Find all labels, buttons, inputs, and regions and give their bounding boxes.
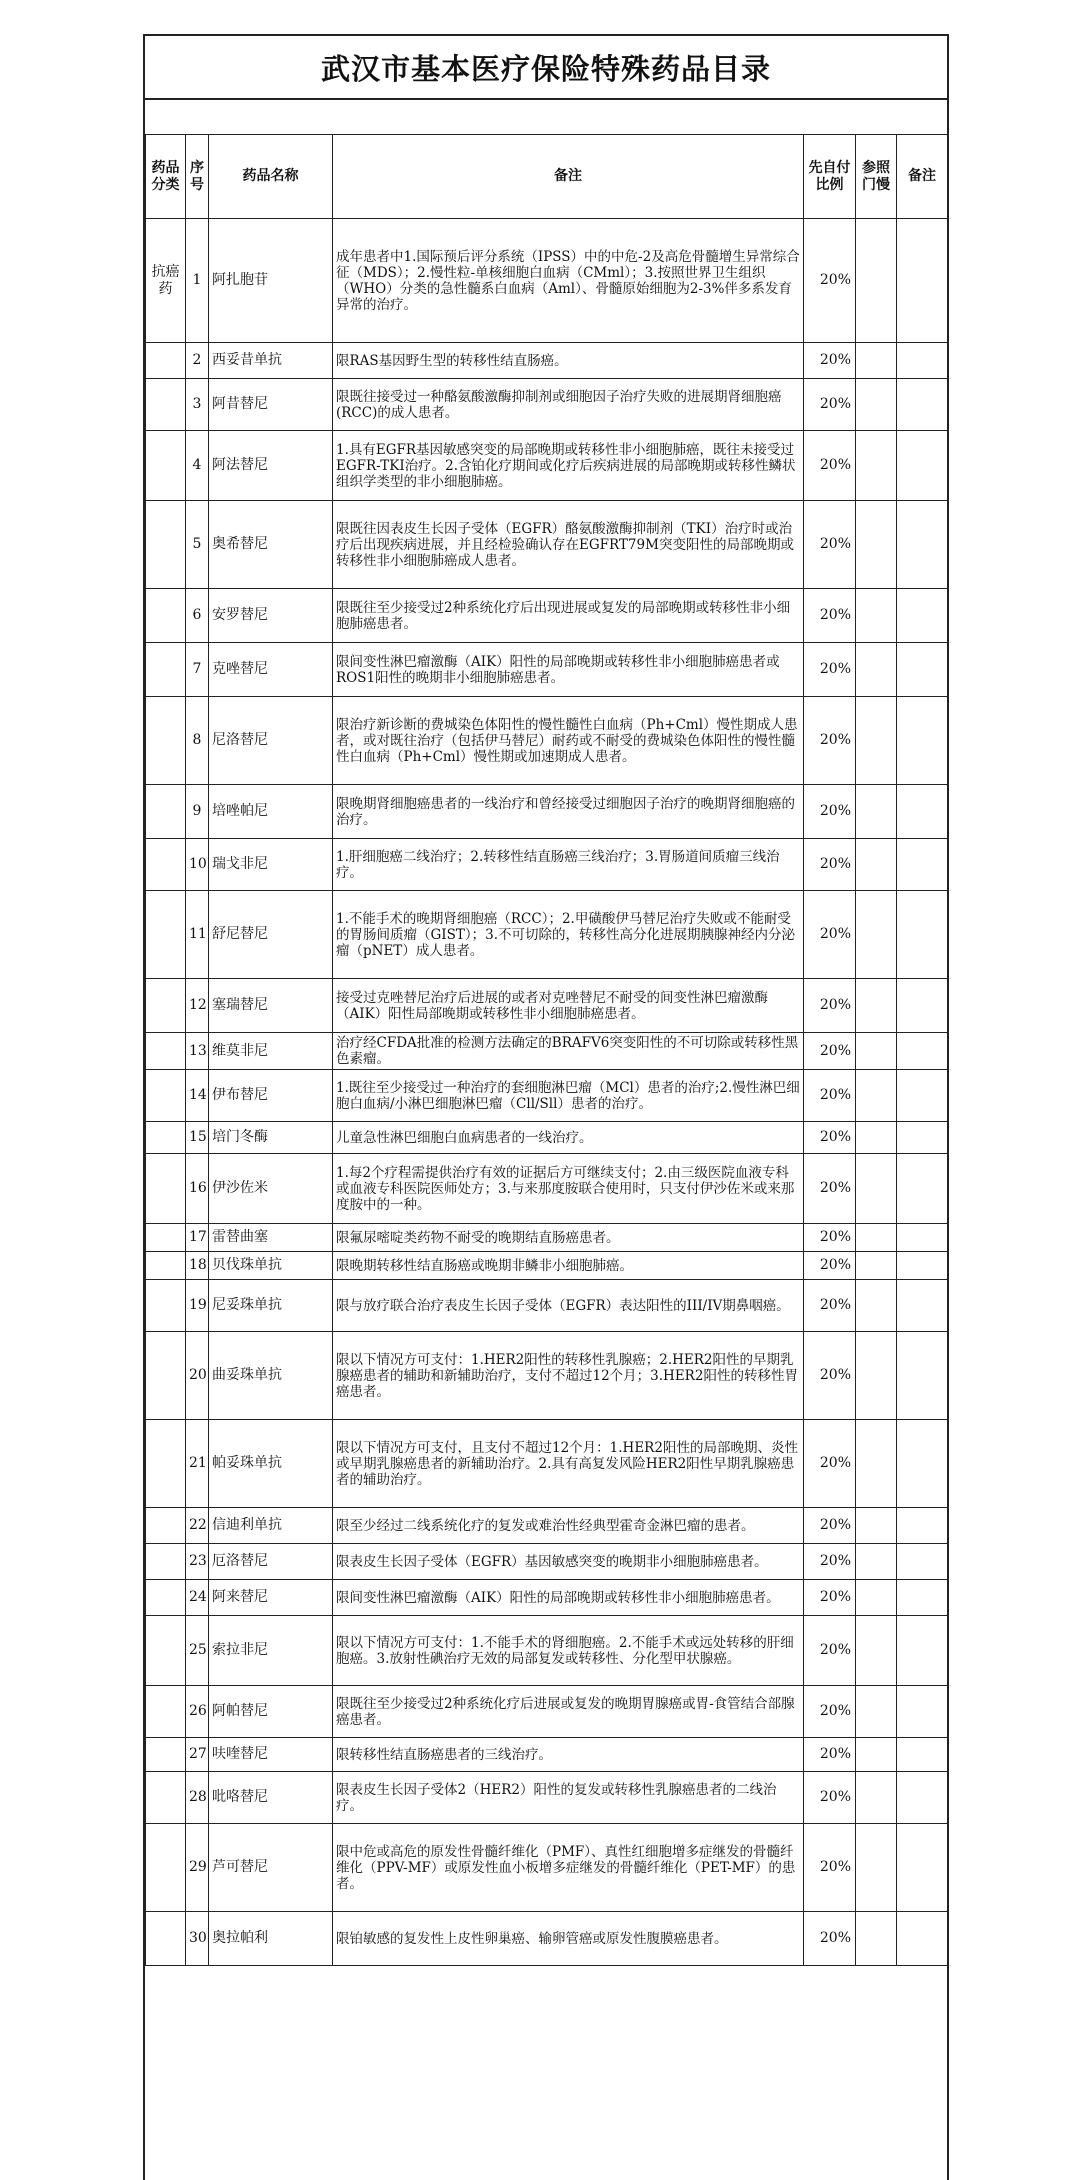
note-cell: 限至少经过二线系统化疗的复发或难治性经典型霍奇金淋巴瘤的患者。	[333, 1508, 804, 1544]
table-row	[146, 785, 948, 839]
note-cell: 限既往至少接受过2种系统化疗后出现进展或复发的局部晚期或转移性非小细胞肺癌患者。	[333, 589, 804, 643]
seq-cell: 12	[186, 979, 209, 1033]
outpatient-cell	[856, 501, 897, 589]
seq-cell: 4	[186, 431, 209, 501]
seq-cell: 9	[186, 785, 209, 839]
drug-name-cell: 奥拉帕利	[209, 1912, 333, 1966]
note-cell: 限晚期转移性结直肠癌或晚期非鳞非小细胞肺癌。	[333, 1252, 804, 1280]
ratio-cell: 20%	[804, 1912, 856, 1966]
drug-name-cell: 帕妥珠单抗	[209, 1420, 333, 1508]
category-cell	[146, 839, 186, 891]
category-cell	[146, 589, 186, 643]
category-cell	[146, 1508, 186, 1544]
ratio-cell: 20%	[804, 839, 856, 891]
ratio-cell: 20%	[804, 589, 856, 643]
drug-name-cell: 阿扎胞苷	[209, 219, 333, 343]
drug-name-cell: 阿法替尼	[209, 431, 333, 501]
remark-cell	[897, 1420, 948, 1508]
outpatient-cell	[856, 1824, 897, 1912]
outpatient-cell	[856, 643, 897, 697]
blank-row	[145, 100, 947, 134]
seq-cell: 18	[186, 1252, 209, 1280]
outpatient-cell	[856, 697, 897, 785]
seq-cell: 19	[186, 1280, 209, 1332]
drug-name-cell: 尼洛替尼	[209, 697, 333, 785]
outpatient-cell	[856, 343, 897, 379]
seq-cell: 8	[186, 697, 209, 785]
remark-cell	[897, 1252, 948, 1280]
seq-cell: 20	[186, 1332, 209, 1420]
drug-name-cell: 塞瑞替尼	[209, 979, 333, 1033]
remark-cell	[897, 431, 948, 501]
table-row	[146, 1912, 948, 1966]
outpatient-cell	[856, 1224, 897, 1252]
table-row	[146, 1420, 948, 1508]
table-row	[146, 643, 948, 697]
remark-cell	[897, 1280, 948, 1332]
ratio-cell: 20%	[804, 431, 856, 501]
remark-cell	[897, 1033, 948, 1070]
drug-name-cell: 呋喹替尼	[209, 1738, 333, 1772]
drug-name-cell: 尼妥珠单抗	[209, 1280, 333, 1332]
ratio-cell: 20%	[804, 785, 856, 839]
category-cell	[146, 379, 186, 431]
category-cell	[146, 1332, 186, 1420]
seq-cell: 11	[186, 891, 209, 979]
table-row	[146, 379, 948, 431]
table-row	[146, 1508, 948, 1544]
outpatient-cell	[856, 1154, 897, 1224]
ratio-cell: 20%	[804, 1420, 856, 1508]
ratio-cell: 20%	[804, 1332, 856, 1420]
outpatient-cell	[856, 1280, 897, 1332]
drug-name-cell: 信迪利单抗	[209, 1508, 333, 1544]
remark-cell	[897, 589, 948, 643]
note-cell: 限既往至少接受过2种系统化疗后进展或复发的晚期胃腺癌或胃-食管结合部腺癌患者。	[333, 1686, 804, 1738]
category-cell	[146, 1824, 186, 1912]
remark-cell	[897, 343, 948, 379]
category-cell	[146, 1154, 186, 1224]
seq-cell: 24	[186, 1580, 209, 1616]
drug-name-cell: 芦可替尼	[209, 1824, 333, 1912]
ratio-cell: 20%	[804, 343, 856, 379]
table-row	[146, 1033, 948, 1070]
seq-cell: 30	[186, 1912, 209, 1966]
drug-name-cell: 雷替曲塞	[209, 1224, 333, 1252]
drug-name-cell: 瑞戈非尼	[209, 839, 333, 891]
note-cell: 限以下情况方可支付，且支付不超过12个月：1.HER2阳性的局部晚期、炎性或早期乳腺癌患者的新辅助治疗。2.具有高复发风险HER2阳性早期乳腺癌患者的辅助治疗。	[333, 1420, 804, 1508]
seq-cell: 1	[186, 219, 209, 343]
remark-cell	[897, 501, 948, 589]
drug-name-cell: 伊布替尼	[209, 1070, 333, 1122]
outpatient-cell	[856, 1738, 897, 1772]
outpatient-cell	[856, 1332, 897, 1420]
outpatient-cell	[856, 1033, 897, 1070]
seq-cell: 13	[186, 1033, 209, 1070]
table-row	[146, 891, 948, 979]
seq-cell: 14	[186, 1070, 209, 1122]
ratio-cell: 20%	[804, 1738, 856, 1772]
drug-name-cell: 伊沙佐米	[209, 1154, 333, 1224]
table-row	[146, 1580, 948, 1616]
ratio-cell: 20%	[804, 1154, 856, 1224]
remark-cell	[897, 979, 948, 1033]
remark-cell	[897, 785, 948, 839]
category-cell	[146, 785, 186, 839]
seq-cell: 23	[186, 1544, 209, 1580]
drug-name-cell: 舒尼替尼	[209, 891, 333, 979]
note-cell: 限以下情况方可支付：1.HER2阳性的转移性乳腺癌；2.HER2阳性的早期乳腺癌患者的辅助和新辅助治疗，支付不超过12个月；3.HER2阳性的转移性胃癌患者。	[333, 1332, 804, 1420]
remark-cell	[897, 891, 948, 979]
note-cell: 1.肝细胞癌二线治疗；2.转移性结直肠癌三线治疗；3.胃肠道间质瘤三线治疗。	[333, 839, 804, 891]
drug-name-cell: 克唑替尼	[209, 643, 333, 697]
seq-cell: 22	[186, 1508, 209, 1544]
ratio-cell: 20%	[804, 219, 856, 343]
seq-cell: 21	[186, 1420, 209, 1508]
remark-cell	[897, 643, 948, 697]
outpatient-cell	[856, 1616, 897, 1686]
table-row	[146, 1122, 948, 1154]
remark-cell	[897, 1580, 948, 1616]
note-cell: 限既往接受过一种酪氨酸激酶抑制剂或细胞因子治疗失败的进展期肾细胞癌(RCC)的成人患者。	[333, 379, 804, 431]
category-cell	[146, 1616, 186, 1686]
category-cell	[146, 501, 186, 589]
outpatient-cell	[856, 1772, 897, 1824]
note-cell: 限氟尿嘧啶类药物不耐受的晚期结直肠癌患者。	[333, 1224, 804, 1252]
header-outpatient: 参照门慢	[856, 135, 897, 219]
note-cell: 限铂敏感的复发性上皮性卵巢癌、输卵管癌或原发性腹膜癌患者。	[333, 1912, 804, 1966]
header-remark: 备注	[897, 135, 948, 219]
ratio-cell: 20%	[804, 379, 856, 431]
remark-cell	[897, 1070, 948, 1122]
outpatient-cell	[856, 1070, 897, 1122]
outpatient-cell	[856, 1544, 897, 1580]
outpatient-cell	[856, 1508, 897, 1544]
seq-cell: 28	[186, 1772, 209, 1824]
category-cell	[146, 1738, 186, 1772]
note-cell: 限以下情况方可支付：1.不能手术的肾细胞癌。2.不能手术或远处转移的肝细胞癌。3.放射性碘治疗无效的局部复发或转移性、分化型甲状腺癌。	[333, 1616, 804, 1686]
table-row	[146, 1252, 948, 1280]
table-row	[146, 1686, 948, 1738]
table-row	[146, 1616, 948, 1686]
seq-cell: 3	[186, 379, 209, 431]
category-cell	[146, 1122, 186, 1154]
table-row	[146, 697, 948, 785]
remark-cell	[897, 1224, 948, 1252]
ratio-cell: 20%	[804, 1280, 856, 1332]
seq-cell: 27	[186, 1738, 209, 1772]
table-row	[146, 431, 948, 501]
table-row	[146, 501, 948, 589]
outpatient-cell	[856, 1420, 897, 1508]
note-cell: 限表皮生长因子受体2（HER2）阳性的复发或转移性乳腺癌患者的二线治疗。	[333, 1772, 804, 1824]
header-note: 备注	[333, 135, 804, 219]
outpatient-cell	[856, 785, 897, 839]
table-row	[146, 1070, 948, 1122]
header-ratio: 先自付比例	[804, 135, 856, 219]
header-name: 药品名称	[209, 135, 333, 219]
seq-cell: 29	[186, 1824, 209, 1912]
seq-cell: 15	[186, 1122, 209, 1154]
drug-name-cell: 西妥昔单抗	[209, 343, 333, 379]
remark-cell	[897, 1508, 948, 1544]
ratio-cell: 20%	[804, 1252, 856, 1280]
ratio-cell: 20%	[804, 979, 856, 1033]
table-row	[146, 1332, 948, 1420]
note-cell: 限治疗新诊断的费城染色体阳性的慢性髓性白血病（Ph+Cml）慢性期成人患者，或对既往治疗（包括伊马替尼）耐药或不耐受的费城染色体阳性的慢性髓性白血病（Ph+Cml）慢性期或加速期成人患者。	[333, 697, 804, 785]
seq-cell: 26	[186, 1686, 209, 1738]
category-cell	[146, 643, 186, 697]
category-cell	[146, 979, 186, 1033]
outpatient-cell	[856, 219, 897, 343]
note-cell: 限RAS基因野生型的转移性结直肠癌。	[333, 343, 804, 379]
header-category: 药品分类	[146, 135, 186, 219]
category-cell	[146, 891, 186, 979]
note-cell: 成年患者中1.国际预后评分系统（IPSS）中的中危-2及高危骨髓增生异常综合征（MDS）；2.慢性粒-单核细胞白血病（CMml）；3.按照世界卫生组织（WHO）分类的急性髓系白血病（Aml）、骨髓原始细胞为2-3%伴多系发育异常的治疗。	[333, 219, 804, 343]
outpatient-cell	[856, 1912, 897, 1966]
ratio-cell: 20%	[804, 1224, 856, 1252]
category-cell	[146, 1580, 186, 1616]
note-cell: 限与放疗联合治疗表皮生长因子受体（EGFR）表达阳性的III/IV期鼻咽癌。	[333, 1280, 804, 1332]
ratio-cell: 20%	[804, 1544, 856, 1580]
remark-cell	[897, 1616, 948, 1686]
outpatient-cell	[856, 979, 897, 1033]
remark-cell	[897, 379, 948, 431]
drug-name-cell: 培门冬酶	[209, 1122, 333, 1154]
seq-cell: 17	[186, 1224, 209, 1252]
drug-name-cell: 奥希替尼	[209, 501, 333, 589]
note-cell: 1.每2个疗程需提供治疗有效的证据后方可继续支付；2.由三级医院血液专科或血液专科医院医师处方；3.与来那度胺联合使用时，只支付伊沙佐米或来那度胺中的一种。	[333, 1154, 804, 1224]
drug-name-cell: 索拉非尼	[209, 1616, 333, 1686]
category-cell	[146, 1420, 186, 1508]
note-cell: 1.不能手术的晚期肾细胞癌（RCC）；2.甲磺酸伊马替尼治疗失败或不能耐受的胃肠间质瘤（GIST）；3.不可切除的，转移性高分化进展期胰腺神经内分泌瘤（pNET）成人患者。	[333, 891, 804, 979]
category-cell	[146, 343, 186, 379]
drug-table	[145, 134, 948, 1966]
remark-cell	[897, 1544, 948, 1580]
category-cell	[146, 431, 186, 501]
table-row	[146, 1738, 948, 1772]
ratio-cell: 20%	[804, 1122, 856, 1154]
seq-cell: 7	[186, 643, 209, 697]
table-row	[146, 1224, 948, 1252]
category-cell	[146, 1912, 186, 1966]
outpatient-cell	[856, 1686, 897, 1738]
drug-name-cell: 安罗替尼	[209, 589, 333, 643]
note-cell: 接受过克唑替尼治疗后进展的或者对克唑替尼不耐受的间变性淋巴瘤激酶（AIK）阳性局部晚期或转移性非小细胞肺癌患者。	[333, 979, 804, 1033]
document-sheet	[143, 34, 949, 2180]
drug-name-cell: 阿昔替尼	[209, 379, 333, 431]
remark-cell	[897, 839, 948, 891]
category-cell	[146, 1070, 186, 1122]
category-cell	[146, 1280, 186, 1332]
category-cell	[146, 1772, 186, 1824]
ratio-cell: 20%	[804, 1686, 856, 1738]
note-cell: 1.具有EGFR基因敏感突变的局部晚期或转移性非小细胞肺癌，既往未接受过EGFR-TKI治疗。2.含铂化疗期间或化疗后疾病进展的局部晚期或转移性鳞状组织学类型的非小细胞肺癌。	[333, 431, 804, 501]
table-row	[146, 589, 948, 643]
note-cell: 限晚期肾细胞癌患者的一线治疗和曾经接受过细胞因子治疗的晚期肾细胞癌的治疗。	[333, 785, 804, 839]
category-cell	[146, 1686, 186, 1738]
ratio-cell: 20%	[804, 1616, 856, 1686]
outpatient-cell	[856, 589, 897, 643]
category-cell	[146, 1224, 186, 1252]
drug-name-cell: 维莫非尼	[209, 1033, 333, 1070]
table-row	[146, 1544, 948, 1580]
ratio-cell: 20%	[804, 1580, 856, 1616]
ratio-cell: 20%	[804, 1772, 856, 1824]
drug-name-cell: 培唑帕尼	[209, 785, 333, 839]
document-title: 武汉市基本医疗保险特殊药品目录	[145, 36, 947, 100]
table-header-row	[146, 135, 948, 219]
category-cell	[146, 1033, 186, 1070]
drug-name-cell: 曲妥珠单抗	[209, 1332, 333, 1420]
ratio-cell: 20%	[804, 1508, 856, 1544]
remark-cell	[897, 1332, 948, 1420]
remark-cell	[897, 1686, 948, 1738]
drug-name-cell: 厄洛替尼	[209, 1544, 333, 1580]
ratio-cell: 20%	[804, 643, 856, 697]
seq-cell: 5	[186, 501, 209, 589]
note-cell: 限间变性淋巴瘤激酶（AIK）阳性的局部晚期或转移性非小细胞肺癌患者。	[333, 1580, 804, 1616]
ratio-cell: 20%	[804, 501, 856, 589]
table-row	[146, 219, 948, 343]
remark-cell	[897, 697, 948, 785]
table-row	[146, 343, 948, 379]
note-cell: 儿童急性淋巴细胞白血病患者的一线治疗。	[333, 1122, 804, 1154]
ratio-cell: 20%	[804, 1824, 856, 1912]
remark-cell	[897, 219, 948, 343]
note-cell: 限中危或高危的原发性骨髓纤维化（PMF）、真性红细胞增多症继发的骨髓纤维化（PPV-MF）或原发性血小板增多症继发的骨髓纤维化（PET-MF）的患者。	[333, 1824, 804, 1912]
table-row	[146, 839, 948, 891]
remark-cell	[897, 1824, 948, 1912]
outpatient-cell	[856, 431, 897, 501]
table-row	[146, 1824, 948, 1912]
table-row	[146, 1280, 948, 1332]
category-cell	[146, 697, 186, 785]
ratio-cell: 20%	[804, 1070, 856, 1122]
category-cell	[146, 1544, 186, 1580]
drug-name-cell: 吡咯替尼	[209, 1772, 333, 1824]
category-cell: 抗癌药	[146, 219, 186, 343]
note-cell: 治疗经CFDA批准的检测方法确定的BRAFV6突变阳性的不可切除或转移性黑色素瘤。	[333, 1033, 804, 1070]
outpatient-cell	[856, 379, 897, 431]
table-row	[146, 979, 948, 1033]
note-cell: 1.既往至少接受过一种治疗的套细胞淋巴瘤（MCl）患者的治疗;2.慢性淋巴细胞白血病/小淋巴细胞淋巴瘤（Cll/Sll）患者的治疗。	[333, 1070, 804, 1122]
note-cell: 限间变性淋巴瘤激酶（AIK）阳性的局部晚期或转移性非小细胞肺癌患者或ROS1阳性的晚期非小细胞肺癌患者。	[333, 643, 804, 697]
table-row	[146, 1772, 948, 1824]
table-row	[146, 1154, 948, 1224]
seq-cell: 16	[186, 1154, 209, 1224]
remark-cell	[897, 1772, 948, 1824]
remark-cell	[897, 1738, 948, 1772]
note-cell: 限转移性结直肠癌患者的三线治疗。	[333, 1738, 804, 1772]
note-cell: 限表皮生长因子受体（EGFR）基因敏感突变的晚期非小细胞肺癌患者。	[333, 1544, 804, 1580]
ratio-cell: 20%	[804, 1033, 856, 1070]
outpatient-cell	[856, 839, 897, 891]
remark-cell	[897, 1912, 948, 1966]
remark-cell	[897, 1154, 948, 1224]
remark-cell	[897, 1122, 948, 1154]
ratio-cell: 20%	[804, 891, 856, 979]
outpatient-cell	[856, 1580, 897, 1616]
outpatient-cell	[856, 1122, 897, 1154]
note-cell: 限既往因表皮生长因子受体（EGFR）酪氨酸激酶抑制剂（TKI）治疗时或治疗后出现疾病进展，并且经检验确认存在EGFRT79M突变阳性的局部晚期或转移性非小细胞肺癌成人患者。	[333, 501, 804, 589]
header-seq: 序号	[186, 135, 209, 219]
category-cell	[146, 1252, 186, 1280]
drug-name-cell: 贝伐珠单抗	[209, 1252, 333, 1280]
drug-name-cell: 阿帕替尼	[209, 1686, 333, 1738]
outpatient-cell	[856, 1252, 897, 1280]
outpatient-cell	[856, 891, 897, 979]
ratio-cell: 20%	[804, 697, 856, 785]
seq-cell: 6	[186, 589, 209, 643]
seq-cell: 25	[186, 1616, 209, 1686]
seq-cell: 2	[186, 343, 209, 379]
drug-name-cell: 阿来替尼	[209, 1580, 333, 1616]
seq-cell: 10	[186, 839, 209, 891]
